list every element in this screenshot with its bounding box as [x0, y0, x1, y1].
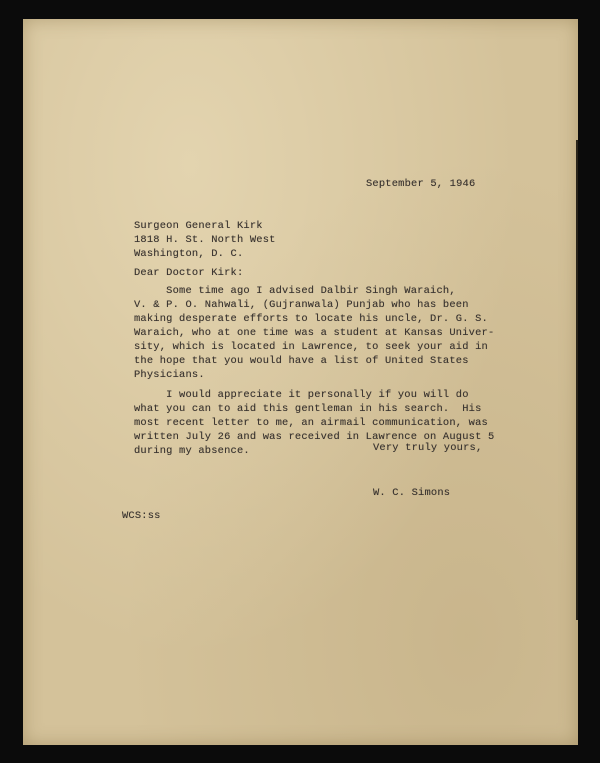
paragraph-1-line: sity, which is located in Lawrence, to seek your aid in	[134, 341, 488, 353]
salutation: Dear Doctor Kirk:	[134, 267, 244, 279]
signer-name: W. C. Simons	[373, 487, 451, 499]
paragraph-1-line: the hope that you would have a list of United States	[134, 355, 469, 367]
paragraph-2-line: written July 26 and was received in Lawrence on August 5	[134, 431, 495, 443]
paragraph-1-line: V. & P. O. Nahwali, (Gujranwala) Punjab who has been	[134, 299, 469, 311]
paragraph-2-line: I would appreciate it personally if you will do	[134, 389, 469, 401]
paragraph-1-line: Some time ago I advised Dalbir Singh Waraich,	[134, 285, 456, 297]
letter-page	[23, 19, 578, 745]
paragraph-2-line: most recent letter to me, an airmail communication, was	[134, 417, 488, 429]
paragraph-1-line: Waraich, who at one time was a student at Kansas Univer-	[134, 327, 495, 339]
recipient-name: Surgeon General Kirk	[134, 220, 263, 232]
paragraph-2-line: what you can to aid this gentleman in his search. His	[134, 403, 482, 415]
page-edge-shadow	[576, 140, 578, 620]
closing: Very truly yours,	[373, 442, 483, 454]
recipient-city: Washington, D. C.	[134, 248, 244, 260]
paragraph-1-line: making desperate efforts to locate his uncle, Dr. G. S.	[134, 313, 488, 325]
recipient-street: 1818 H. St. North West	[134, 234, 276, 246]
paragraph-1-line: Physicians.	[134, 369, 205, 381]
letter-date: September 5, 1946	[366, 178, 476, 190]
typist-initials: WCS:ss	[122, 510, 161, 522]
paragraph-2-line: during my absence.	[134, 445, 250, 457]
